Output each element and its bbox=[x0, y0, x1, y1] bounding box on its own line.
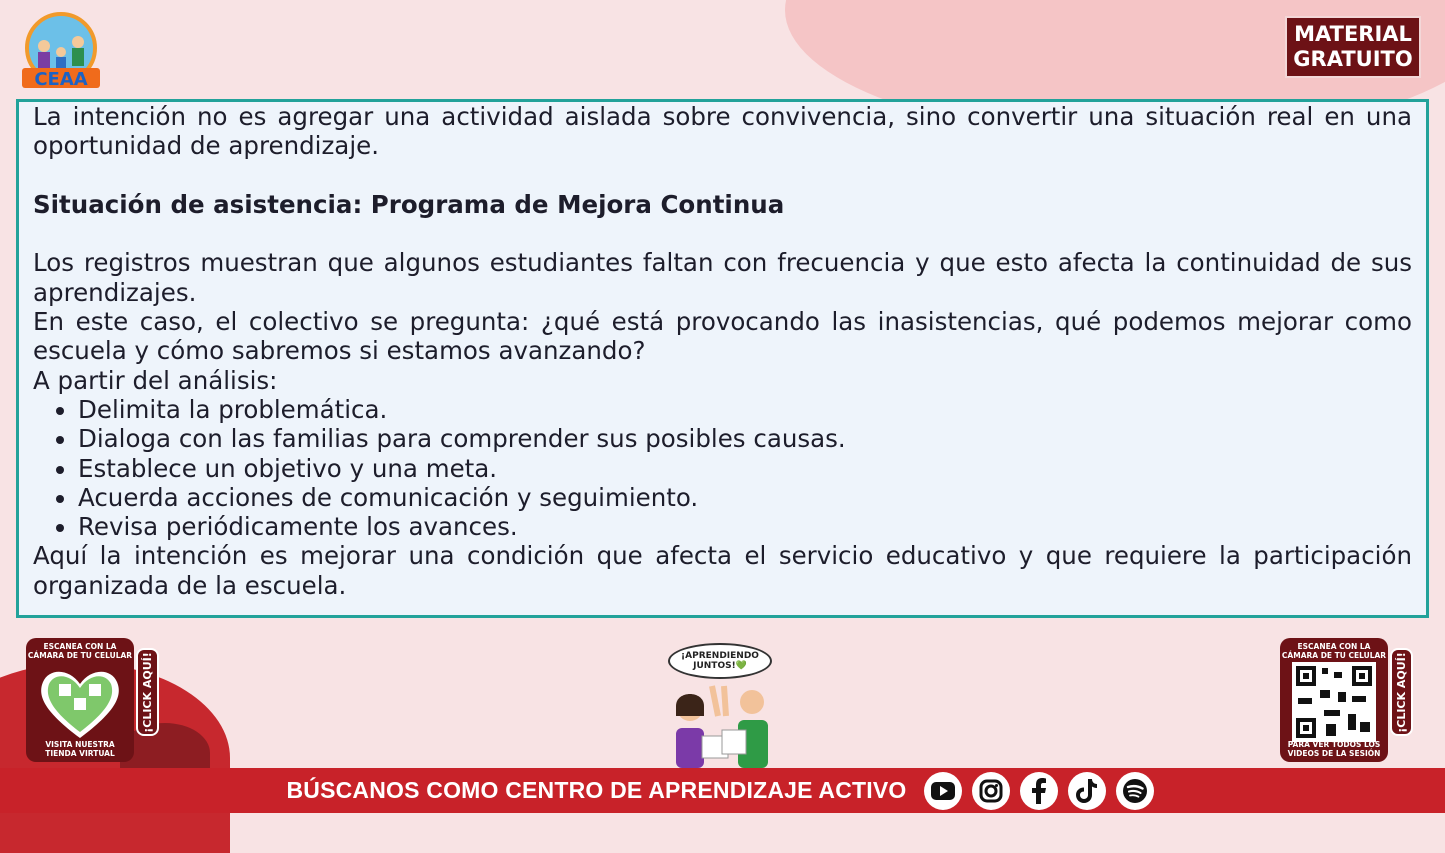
heart-qr-icon[interactable] bbox=[35, 662, 125, 742]
spotify-icon[interactable] bbox=[1116, 772, 1154, 810]
content-box bbox=[16, 99, 1429, 618]
qr-left-top-text: ESCANEA CON LA CÁMARA DE TU CELULAR bbox=[27, 642, 133, 660]
store-qr-card[interactable] bbox=[26, 638, 134, 762]
action-list bbox=[33, 395, 1412, 541]
click-here-tab-left[interactable] bbox=[136, 648, 159, 736]
badge-line-2: GRATUITO bbox=[1293, 47, 1413, 71]
qr-code-icon[interactable] bbox=[1292, 662, 1376, 742]
qr-left-bottom-text: VISITA NUESTRA TIENDA VIRTUAL bbox=[45, 740, 115, 758]
click-here-label: ¡CLICK AQUÍ! bbox=[141, 651, 154, 733]
footer-text: BÚSCANOS COMO CENTRO DE APRENDIZAJE ACTIVO bbox=[286, 777, 907, 803]
teachers-illustration bbox=[660, 676, 784, 768]
logo-text: CEAA bbox=[34, 69, 88, 90]
list-item: • Dialoga con las familias para comprender sus posibles causas. bbox=[78, 424, 1412, 453]
facebook-icon[interactable] bbox=[1020, 772, 1058, 810]
list-item: • Delimita la problemática. bbox=[78, 395, 1412, 424]
tiktok-icon[interactable] bbox=[1068, 772, 1106, 810]
click-here-label: ¡CLICK AQUÍ! bbox=[1395, 651, 1408, 733]
section-heading: Situación de asistencia: Programa de Mejora Continua bbox=[33, 189, 785, 219]
instagram-icon[interactable] bbox=[972, 772, 1010, 810]
list-item: • Acuerda acciones de comunicación y seguimiento. bbox=[78, 483, 1412, 512]
badge-line-1: MATERIAL bbox=[1294, 22, 1412, 46]
click-here-tab-right[interactable] bbox=[1390, 648, 1413, 736]
speech-bubble bbox=[668, 643, 772, 679]
qr-right-bottom-text: PARA VER TODOS LOS VIDEOS DE LA SESIÓN bbox=[1287, 740, 1381, 758]
videos-qr-card[interactable] bbox=[1280, 638, 1388, 762]
list-item: • Establece un objetivo y una meta. bbox=[78, 454, 1412, 483]
paragraph-2: En este caso, el colectivo se pregunta: ¿qué está provocando las inasistencias, qué podemos mejorar como escuela y cómo sabremos si estamos avanzando? bbox=[33, 307, 1412, 366]
closing-paragraph: Aquí la intención es mejorar una condición que afecta el servicio educativo y que requiere la participación organizada de la escuela. bbox=[33, 541, 1412, 600]
paragraph-3: A partir del análisis: bbox=[33, 365, 278, 395]
footer-bar bbox=[0, 768, 1445, 813]
paragraph-1: Los registros muestran que algunos estudiantes faltan con frecuencia y que esto afecta la continuidad de sus aprendizajes. bbox=[33, 248, 1412, 307]
bubble-line-1: ¡APRENDIENDO bbox=[681, 651, 759, 661]
list-item: • Revisa periódicamente los avances. bbox=[78, 512, 1412, 541]
free-material-badge bbox=[1285, 16, 1421, 78]
youtube-icon[interactable] bbox=[924, 772, 962, 810]
ceaa-logo[interactable] bbox=[18, 12, 104, 92]
bubble-line-2: JUNTOS!💚 bbox=[693, 661, 747, 671]
qr-right-top-text: ESCANEA CON LA CÁMARA DE TU CELULAR bbox=[1281, 642, 1387, 660]
intro-paragraph: La intención no es agregar una actividad aislada sobre convivencia, sino convertir una situación real en una oportunidad de aprendizaje. bbox=[33, 102, 1412, 161]
